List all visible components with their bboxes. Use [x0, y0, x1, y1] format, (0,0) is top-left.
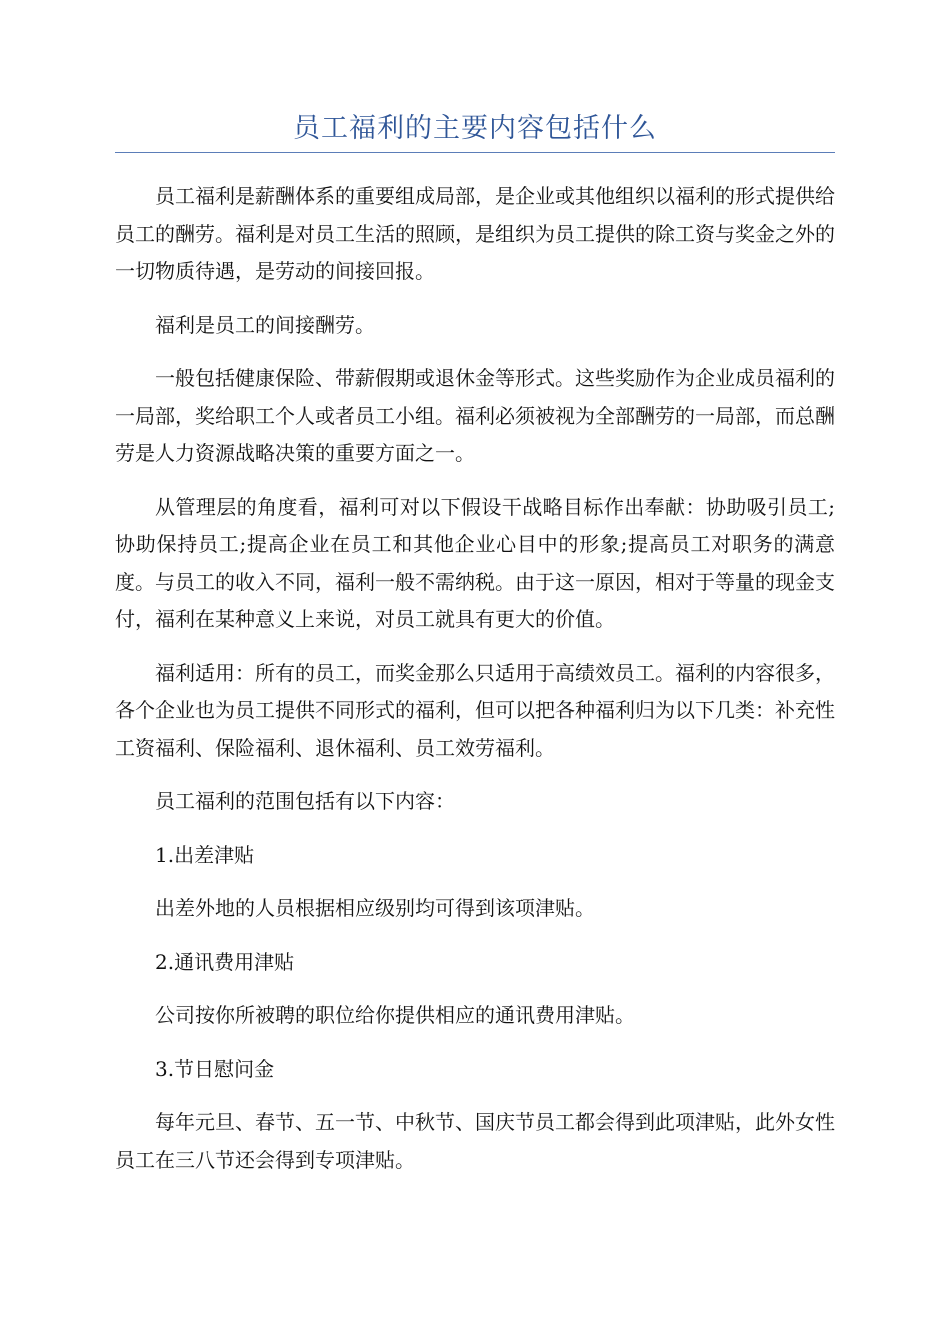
paragraph-indirect-pay: 福利是员工的间接酬劳。 [155, 312, 375, 337]
list-item-text-3: 每年元旦、春节、五一节、中秋节、国庆节员工都会得到此项津贴，此外女性员工在三八节还会得到专项津贴。 [115, 1110, 835, 1172]
paragraph-forms: 一般包括健康保险、带薪假期或退休金等形式。这些奖励作为企业成员福利的一局部，奖给职工个人或者员工小组。福利必须被视为全部酬劳的一局部，而总酬劳是人力资源战略决策的重要方面之一。 [115, 366, 835, 465]
paragraph-range-intro: 员工福利的范围包括有以下内容： [155, 789, 455, 813]
document-body [115, 178, 835, 1195]
page-title: 员工福利的主要内容包括什么 [293, 113, 657, 144]
paragraph-intro: 员工福利是薪酬体系的重要组成局部，是企业或其他组织以福利的形式提供给员工的酬劳。福利是对员工生活的照顾，是组织为员工提供的除工资与奖金之外的一切物质待遇，是劳动的间接回报。 [115, 184, 835, 283]
list-item-heading-3: 3.节日慰问金 [155, 1056, 275, 1081]
list-item-text-2: 公司按你所被聘的职位给你提供相应的通讯费用津贴。 [155, 1003, 635, 1027]
list-item-text-1: 出差外地的人员根据相应级别均可得到该项津贴。 [155, 896, 595, 920]
title-block [115, 112, 835, 153]
list-item-heading-2: 2.通讯费用津贴 [155, 949, 295, 974]
paragraph-management-view: 从管理层的角度看，福利可对以下假设干战略目标作出奉献：协助吸引员工;协助保持员工;提高企业在员工和其他企业心目中的形象;提高员工对职务的满意度。与员工的收入不同，福利一般不需纳税。由于这一原因，相对于等量的现金支付，福利在某种意义上来说，对员工就具有更大的价值。 [115, 494, 835, 631]
paragraph-scope: 福利适用：所有的员工，而奖金那么只适用于高绩效员工。福利的内容很多，各个企业也为员工提供不同形式的福利，但可以把各种福利归为以下几类：补充性工资福利、保险福利、退休福利、员工效劳福利。 [115, 660, 835, 760]
list-item-heading-1: 1.出差津贴 [155, 842, 255, 867]
